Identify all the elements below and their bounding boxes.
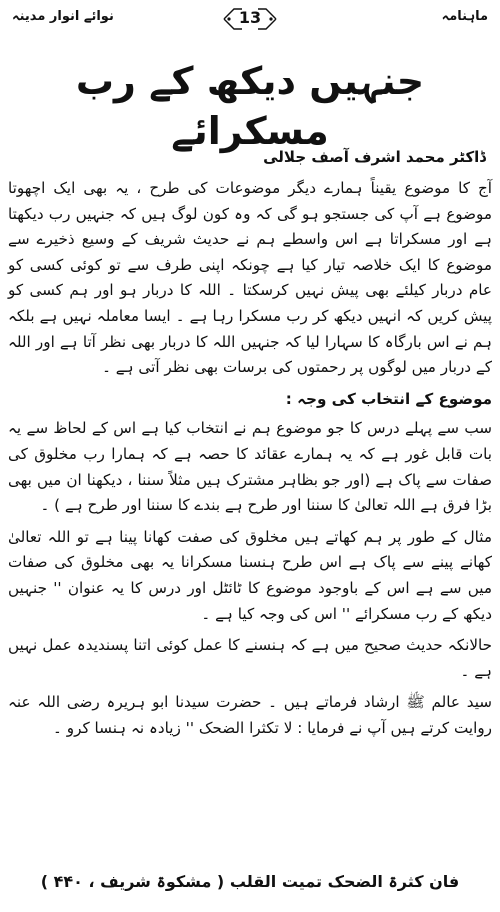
hadith-arabic: فان کثرۃ الضحک تمیت القلب ( مشکوۃ شریف ، ۴۴۰ ) [40,872,460,891]
magazine-label: ماہنامہ [441,9,488,24]
article-body [8,176,492,741]
paragraph-intro: آج کا موضوع یقیناً ہمارے دیگر موضوعات کی طرح ، یہ بھی ایک اچھوتا موضوع ہے آپ کی جستجو ہو گی کہ وہ کون لوگ ہیں کہ جنہیں رب دیکھتا ہے اور مسکراتا ہے اس واسطے ہم نے حدیث شریف کے وسیع ذخیرے سے موضوع کا ایک خلاصہ تیار کیا ہے چونکہ اپنی طرف سے تو کوئی کسی کو عام دربار کیلئے بھی پیش نہیں کرسکتا ۔ اللہ کا دربار ہو اور ہم کسی کو پیش کریں کہ انہیں دیکھ کر رب مسکرا رہا ہے ۔ ایسا معاملہ نہیں ہے بلکہ ہم نے اس بارگاہ کا سہارا لیا کہ جنہیں اللہ کا دربار بھی نظر آتا ہے اور اللہ کے دربار میں لوگوں پر رحمتوں کی برسات بھی نظر آتی ہے ۔ [8,179,492,377]
paragraph-sahih: حالانکہ حدیث صحیح میں ہے کہ ہنسنے کا عمل کوئی اتنا پسندیدہ عمل نہیں ہے ۔ [8,636,492,680]
paragraph-reason: سب سے پہلے درس کا جو موضوع ہم نے انتخاب کیا ہے اس کے لحاظ سے یہ بات قابل غور ہے کہ یہ ہمارے عقائد کا حصہ ہے کہ ہمارا رب مخلوق کی صفات سے پاک ہے (اور جو بظاہر مشترک ہیں مثلاً سننا ، دیکھنا ان میں بھی بڑا فرق ہے اللہ تعالیٰ کا سننا اور طرح ہے بندے کا سننا اور طرح ہے ) ۔ [8,419,492,515]
page-header [12,4,488,34]
page-number: 13 [238,8,262,27]
section-subheading: موضوع کے انتخاب کی وجہ : [285,389,492,408]
paragraph-example: مثال کے طور پر ہم کھاتے ہیں مخلوق کی صفت کھانا پینا ہے تو اللہ تعالیٰ کھانے پینے سے پاک ہے اس طرح ہنسنا مسکرانا یہ بھی مخلوق کی صفات میں سے ہے اس کے باوجود موضوع کا ٹائٹل اور درس کا یہ عنوان '' جنہیں دیکھ کے رب مسکرائے '' اس کی وجہ کیا ہے ۔ [8,527,492,623]
article-title: جنہیں دیکھ کے رب مسکرائے [75,59,425,153]
publication-name: نوائے انوار مدینہ [12,9,114,24]
paragraph-narration: سید عالم ﷺ ارشاد فرماتے ہیں ۔ حضرت سیدنا ابو ہریرہ رضی اللہ عنہ روایت کرتے ہیں آپ نے فرمایا : لا تکثرا الضحک '' زیادہ نہ ہنسا کرو ۔ [8,693,492,737]
article-author: ڈاکٹر محمد اشرف آصف جلالی [263,148,486,166]
page-number-ornament [220,4,280,34]
